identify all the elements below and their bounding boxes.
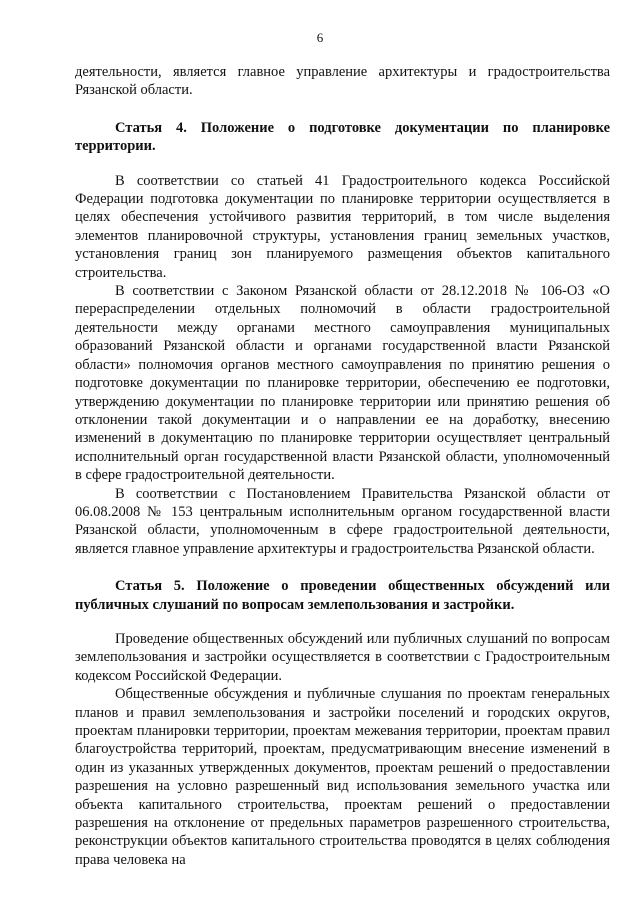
- article-5-paragraph-1: Проведение общественных обсуждений или публичных слушаний по вопросам землепользования и застройки осуществляется в соответствии с Градостроительным кодексом Российской Федерации.: [75, 630, 610, 684]
- article-4-heading: Статья 4. Положение о подготовке документации по планировке территории.: [75, 119, 610, 155]
- article-5-paragraph-2: Общественные обсуждения и публичные слушания по проектам генеральных планов и правил землепользования и застройки поселений и городских округов, проектам планировки территории, проектам межевания территории, проектам правил благоустройства территорий, проектам, предусматривающим внесение изменений в один из указанных утвержденных документов, проектам решений о предоставлении разрешения на условно разрешенный вид использования земельного участка или объекта капитального строительства, проектам решений о предоставлении разрешения на отклонение от предельных параметров разрешенного строительства, реконструкции объектов капитального строительства проводятся в целях соблюдения права человека на: [75, 686, 610, 868]
- article-5-heading: Статья 5. Положение о проведении общественных обсуждений или публичных слушаний по вопросам землепользования и застройки.: [75, 578, 610, 613]
- document-body: [75, 63, 610, 869]
- article-4-paragraph-3: В соответствии с Постановлением Правительства Рязанской области от 06.08.2008 № 153 центральным исполнительным органом государственной власти Рязанской области, уполномоченным в сфере градостроительной деятельности, является главное управление архитектуры и градостроительства Рязанской области.: [75, 485, 610, 557]
- page-number: 6: [316, 30, 324, 45]
- article-4-paragraph-1: В соответствии со статьей 41 Градостроительного кодекса Российской Федерации подготовка документации по планировке территории осуществляется в целях обеспечения устойчивого развития территорий, в том числе выделения элементов планировочной структуры, установления границ земельных участков, установления границ зон планируемого размещения объектов капитального строительства.: [75, 172, 610, 281]
- continuation-paragraph: деятельности, является главное управление архитектуры и градостроительства Рязанской области.: [75, 64, 610, 99]
- article-4-paragraph-2: В соответствии с Законом Рязанской области от 28.12.2018 № 106-ОЗ «О перераспределении отдельных полномочий в области градостроительной деятельности между органами местного самоуправления муниципальных образований Рязанской области и органами государственной власти Рязанской области» полномочия органов местного самоуправления по принятию решения о подготовке документации по планировке территории, обеспечению ее подготовки, утверждению документации по планировке территории или принятию решения об отклонении такой документации и о направлении ее на доработку, внесению изменений в документацию по планировке территории осуществляет центральный исполнительный орган государственной власти Рязанской области, уполномоченный в сфере градостроительной деятельности.: [75, 283, 610, 484]
